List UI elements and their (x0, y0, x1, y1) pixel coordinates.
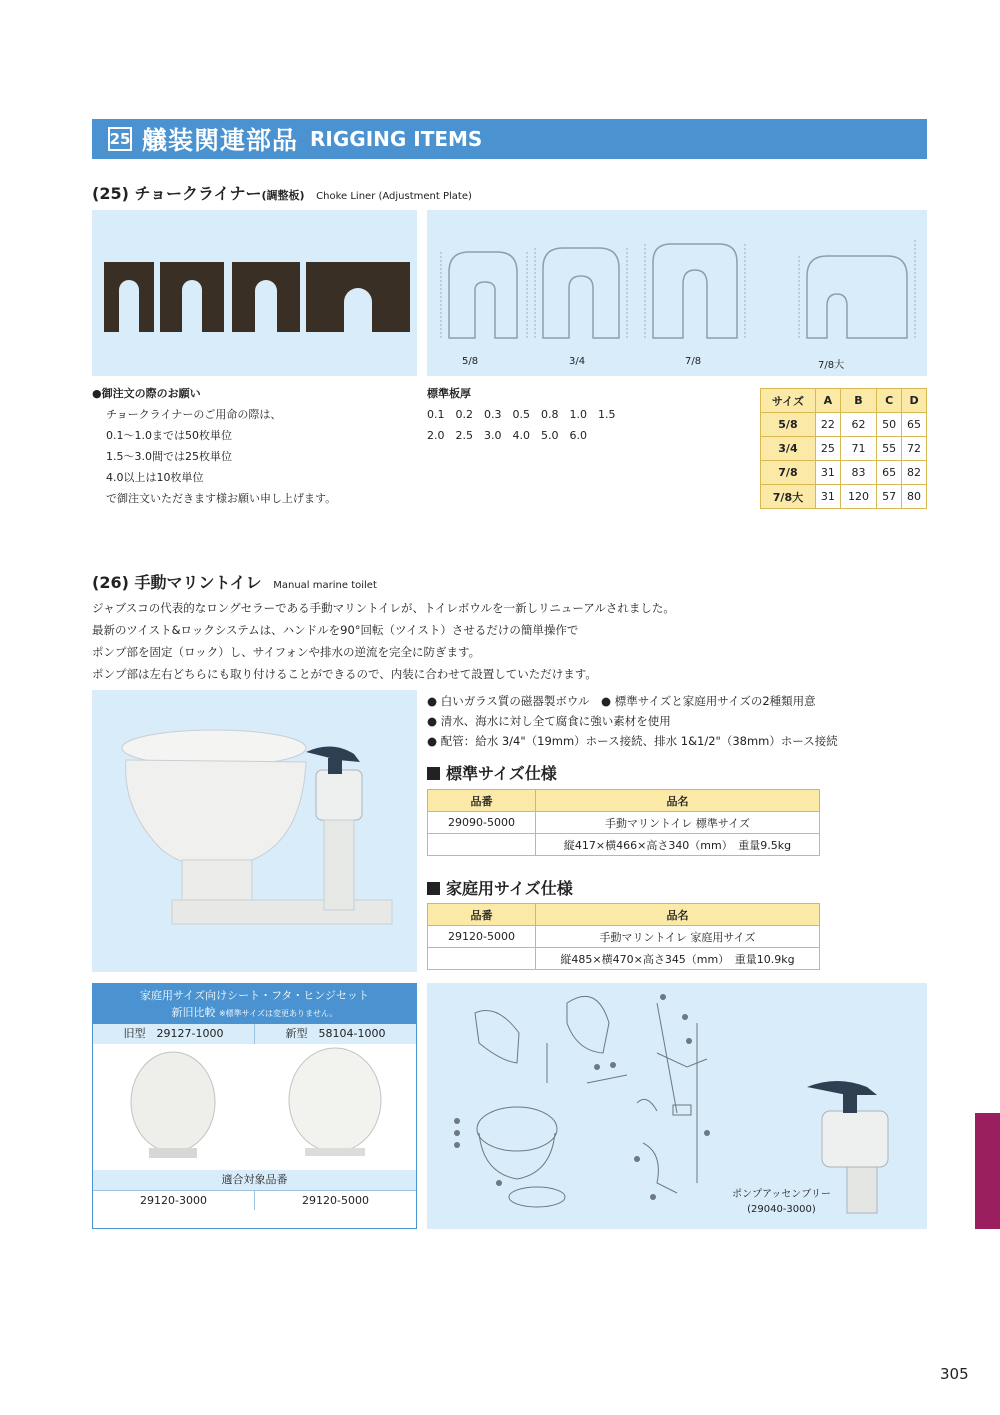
compat-heading-row (93, 1170, 416, 1190)
seat-subtitle: 新旧比較 (171, 1006, 216, 1019)
table-row (761, 413, 927, 437)
square-bullet-icon (427, 882, 440, 895)
section26-number: (26) (92, 573, 129, 592)
header-title-en: RIGGING ITEMS (310, 127, 483, 151)
table-cell: 29120-5000 (428, 926, 536, 948)
pump-part: (29040-3000) (747, 1204, 816, 1215)
diagram-label: 3/4 (569, 356, 586, 367)
section26-title-en: Manual marine toilet (273, 580, 377, 591)
section26-title-jp: 手動マリントイレ (134, 573, 262, 592)
header-title-jp: 艤装関連部品 (142, 126, 299, 155)
table-cell: 5/8 (761, 413, 816, 437)
order-note-line: 1.5～3.0間では25枚単位 (106, 450, 232, 463)
table-header: 品名 (536, 904, 820, 926)
seat-note: ※標準サイズは変更ありません。 (218, 1009, 338, 1018)
order-note-line: チョークライナーのご用命の際は、 (106, 408, 282, 421)
table-cell: 22 (815, 413, 840, 437)
section-header (92, 119, 927, 159)
choke-liner-plate (104, 262, 154, 332)
table-cell: 65 (877, 461, 902, 485)
exploded-diagram-svg (427, 983, 927, 1229)
table-cell: 3/4 (761, 437, 816, 461)
section25-title-jp: チョークライナー (134, 184, 262, 203)
standard-spec-heading (427, 761, 557, 784)
table-cell: 71 (840, 437, 876, 461)
table-header: B (840, 389, 876, 413)
table-cell: 55 (877, 437, 902, 461)
diagram-label: 7/8 (685, 356, 702, 367)
table-cell: 31 (815, 485, 840, 509)
description-line: 最新のツイスト&ロックシステムは、ハンドルを90°回転（ツイスト）させるだけの簡単操作で (92, 623, 579, 637)
table-cell: 62 (840, 413, 876, 437)
order-note-line: で御注文いただきます様お願い申し上げます。 (106, 492, 337, 505)
thickness-heading: 標準板厚 (427, 387, 471, 400)
section26-title (92, 570, 377, 593)
table-cell: 83 (840, 461, 876, 485)
compat-heading: 適合対象品番 (221, 1173, 288, 1186)
table-cell: 57 (877, 485, 902, 509)
choke-liner-plate (232, 262, 300, 332)
choke-liner-diagram (427, 210, 927, 376)
description-line: ポンプ部を固定（ロック）し、サイフォンや排水の逆流を完全に防ぎます。 (92, 645, 481, 659)
feature-line: ● 清水、海水に対し全て腐食に強い素材を使用 (427, 714, 671, 728)
diagram-label: 7/8大 (818, 360, 845, 371)
table-header: A (815, 389, 840, 413)
standard-spec-title: 標準サイズ仕様 (446, 764, 557, 783)
square-bullet-icon (427, 767, 440, 780)
seat-comparison (92, 983, 417, 1229)
table-cell: 7/8大 (761, 485, 816, 509)
table-cell: 7/8 (761, 461, 816, 485)
description-line: ポンプ部は左右どちらにも取り付けることができるので、内装に合わせて設置していただけます。 (92, 667, 597, 681)
home-spec-heading (427, 876, 573, 899)
table-cell: 72 (902, 437, 927, 461)
toilet-illustration (92, 690, 417, 972)
compat-new: 29120-5000 (254, 1191, 416, 1210)
header-number: 25 (108, 127, 132, 151)
table-cell: 縦417×横466×高さ340（mm） 重量9.5kg (536, 834, 820, 856)
table-cell: 120 (840, 485, 876, 509)
pump-label: ポンプアッセンブリー (732, 1189, 831, 1200)
order-note-line: 4.0以上は10枚単位 (106, 471, 204, 484)
table-header: 品名 (536, 790, 820, 812)
table-cell: 82 (902, 461, 927, 485)
table-cell: 65 (902, 413, 927, 437)
table-cell: 29090-5000 (428, 812, 536, 834)
table-header: 品番 (428, 790, 536, 812)
section25-subtitle: (調整板) (261, 189, 305, 202)
home-spec-title: 家庭用サイズ仕様 (446, 879, 573, 898)
seat-comparison-header (93, 984, 416, 1024)
table-cell: 31 (815, 461, 840, 485)
thickness-row: 0.1 0.2 0.3 0.5 0.8 1.0 1.5 (427, 408, 616, 421)
compat-row (93, 1190, 416, 1210)
dimension-diagram-svg (427, 210, 927, 376)
table-cell (428, 948, 536, 970)
seat-illustration (93, 1044, 416, 1170)
description-line: ジャブスコの代表的なロングセラーである手動マリントイレが、トイレボウルを一新しリニューアルされました。 (92, 601, 675, 615)
feature-line: ● 配管：給水 3/4"（19mm）ホース接続、排水 1&1/2"（38mm）ホース接続 (427, 734, 838, 748)
table-cell: 25 (815, 437, 840, 461)
table-header: D (902, 389, 927, 413)
toilet-photo (92, 690, 417, 972)
section25-title-en: Choke Liner (Adjustment Plate) (316, 191, 472, 202)
table-header: C (877, 389, 902, 413)
size-table (760, 388, 927, 509)
table-row (761, 461, 927, 485)
thickness-row: 2.0 2.5 3.0 4.0 5.0 6.0 (427, 429, 587, 442)
section25-number: (25) (92, 184, 129, 203)
old-model: 旧型 29127-1000 (123, 1027, 224, 1040)
order-note-line: 0.1～1.0までは50枚単位 (106, 429, 232, 442)
table-cell: 50 (877, 413, 902, 437)
feature-line: ● 白いガラス質の磁器製ボウル ● 標準サイズと家庭用サイズの2種類用意 (427, 694, 816, 708)
exploded-diagram (427, 983, 927, 1229)
table-header-row (761, 389, 927, 413)
page-number: 305 (940, 1365, 969, 1383)
table-header: サイズ (761, 389, 816, 413)
section25-title (92, 181, 472, 204)
table-cell: 縦485×横470×高さ345（mm） 重量10.9kg (536, 948, 820, 970)
seat-model-row (93, 1024, 416, 1044)
compat-old: 29120-3000 (140, 1194, 207, 1207)
table-row (761, 485, 927, 509)
diagram-label: 5/8 (462, 356, 479, 367)
seat-title: 家庭用サイズ向けシート・フタ・ヒンジセット (139, 989, 370, 1002)
side-index-tab (975, 1113, 1000, 1229)
table-cell: 手動マリントイレ 家庭用サイズ (536, 926, 820, 948)
table-row (761, 437, 927, 461)
home-spec-table (427, 903, 820, 970)
table-cell: 手動マリントイレ 標準サイズ (536, 812, 820, 834)
choke-liner-plate (306, 262, 410, 332)
choke-liner-plate (160, 262, 224, 332)
table-cell (428, 834, 536, 856)
pump-assembly-label (732, 1187, 831, 1217)
new-model: 新型 58104-1000 (254, 1024, 416, 1044)
table-cell: 80 (902, 485, 927, 509)
standard-spec-table (427, 789, 820, 856)
order-note-heading: ●御注文の際のお願い (92, 387, 201, 400)
table-header: 品番 (428, 904, 536, 926)
